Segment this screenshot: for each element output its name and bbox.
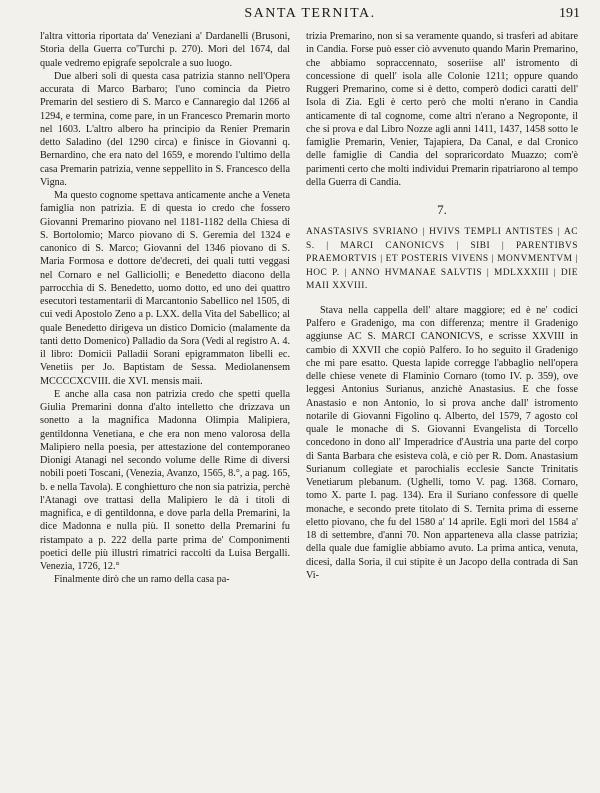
paragraph: Due alberi soli di questa casa patrizia stanno nell'Opera accurata di Marco Barbaro; l'uno comincia da Pietro Premarin del sestiero di S. Marco e Cannaregio dal 1266 al 1294, e termina, come pare, in un Francesco Premarin morto nel 1603. L'altro albero ha principio da Renier Premarin detto Saladino (del 1290 circa) e finisce in Giovanni q. Bernardino, che era nato del 1659, e morendo l'ultimo della casa Premarin patrizia, venne seppellito in S. Francesco della Vigna. xyxy=(40,70,290,188)
right-column xyxy=(306,30,578,582)
paragraph: Finalmente dirò che un ramo della casa pa- xyxy=(54,574,230,586)
page-header xyxy=(40,6,580,26)
paragraph: Ma questo cognome spettava anticamente anche a Veneta famiglia non patrizia. E di questa io credo che fossero Giovanni Premarino piovano nel 1181-1182 della Chiesa di S. Bortolomio; Marco piovano di S. Geremia del 1324 e canonico di S. Marco; Giovanni del 1346 piovano di S. Maria Formosa e dottore de'decreti, dei quali tutti veggasi nel Cornaro e nel Galliciolli; e Benedetto diacono della parrocchia di S. Benedetto, uomo dotto, ed uno dei quattro esecutori testamentarii di Marcantonio Sabellico nel 1505, di cui vedi Apostolo Zeno a p. LXX. della Vita del Sabellico; al quale Benedetto dirigeva un distico Domicio (malamente da tanti detto Domenico) Palladio da Sora (Vedi al registro A. 4. il libro: Domicii Palladii Sorani epigrammaton libelli ec. Venetiis per Jo. Baptistam de Sessa. Mediolanensem MCCCCXCVIII. die XVI. mensis maii. xyxy=(40,190,290,387)
paragraph: E anche alla casa non patrizia credo che spetti quella Giulia Premarini donna d'alto intelletto che drizzava un sonetto a la magnifica Madonna Olimpia Malipiera, gentildonna Venetiana, e che era non meno valorosa della Malipiero nella poesia, per attestazione del contemporaneo Dionigi Atanagi nel secondo volume delle Rime di diversi nobili poeti Toscani, (Venezia, Avanzo, 1565, 8.°, a pag. 165, b. e nella Tavola). E conghietturo che non sia patrizia, perchè l'Atanagi ove trattasi della Malipiero le dà i titoli di magnifica, e di gentildonna, e dove parla della Premarini, la dice Madonna e nulla più. Il sonetto della Premarini fu ristampato a p. 222 della parte prima de' Componimenti poetici delle più illustri rimatrici raccolti da Luisa Bergalli. Venezia, 1726, 12.° xyxy=(40,388,290,572)
paragraph: Stava nella cappella dell' altare maggiore; ed è ne' codici Palfero e Gradenigo, ma con differenza; mentre il Gradenigo aggiunse AC S. MARCI CANONICVS, e scrisse XXVIII in cambio di XXVII che copiò Palfero. Io ho seguito il Gradenigo che mi pare esatto. Questa lapide corregge l'abbaglio nell'opera delle chiese venete di Flaminio Cornaro (tomo IV. p. 359), ove leggesi Antonius Surianus, anzichè Anastasius. E che fosse Anastasio e non Antonio, lo si prova anche dall' istromento notarile di Giovanni Figolino q. Alberto, del 1579, 7 agosto col quale le monache di S. Giovanni Evangelista di Torcello concedono in dono all' Imperadrice d'Austria una parte del corpo di Santa Barbara che esisteva colà, e ciò per R. Dom. Anastasium Surianum collegiate et parochialis ecclesie Sancte Trinitatis Venetiarum plebanum. (Ughelli, tomo V. pag. 1368. Cornaro, tomo X. parte I. pag. 134). Era il Suriano confessore di quelle monache, e secondo prete titolato di S. Ternita prima di esserne eletto piovano, che fu del 1580 a' 14 aprile. Egli morì del 1584 a' 18 di settembre, d'anni 70. Non apparteneva alla classe patrizia; della quale due famiglie abbiamo avuto. La prima antica, venuta, dicesi, dalla Soria, il cui stipite è un Jacopo della contrada di San Vi- xyxy=(306,304,578,581)
page-number: 191 xyxy=(559,6,580,21)
paragraph: trizia Premarino, non si sa veramente quando, si trasferì ad abitare in Candia. Forse può esser ciò avvenuto quando Marin Premarino, che abbiamo sopraccennato, soseriise all' istromento di concessione di quell' isola alle Colonie 1211; oppure quando Ruggeri Premarino, come si è detto, comperò dodici caratti dell' Isola di Zia. Egli è certo però che molti n'erano in Candia anticamente di tal cognome, come altri n'erano a Negroponte, il che si prova e dal Libro Nozze agli anni 1411, 1437, 1458 sotto le famiglie Premarin, Venier, Tajapiera, Da Canal, e dal Cronico delle famiglie di Candia del sopraricordato Muazzo; com'è parimenti certo che molti individui Premarin ripatriarono al tempo della Guerra di Candia. xyxy=(306,31,578,188)
inscription-number: 7. xyxy=(437,202,447,217)
paragraph: l'altra vittoria riportata da' Veneziani a' Dardanelli (Brusoni, Storia della Guerra co'Turchi p. 270). Morì del 1674, dal quale vedremo epigrafe sepolcrale a suo luogo. xyxy=(40,31,290,69)
inscription-text: ANASTASIVS SVRIANO | HVIVS TEMPLI ANTISTES | AC S. | MARCI CANONICVS | SIBI | PARENTIBVS PRAEMORTVIS | ET POSTERIS VIVENS | MONVMENTVM | HOC P. | ANNO HVMANAE SALVTIS | MDLXXXIII | DIE MAII XXVIII. xyxy=(306,227,578,292)
running-title: SANTA TERNITA. xyxy=(244,6,376,21)
left-column xyxy=(40,30,290,587)
